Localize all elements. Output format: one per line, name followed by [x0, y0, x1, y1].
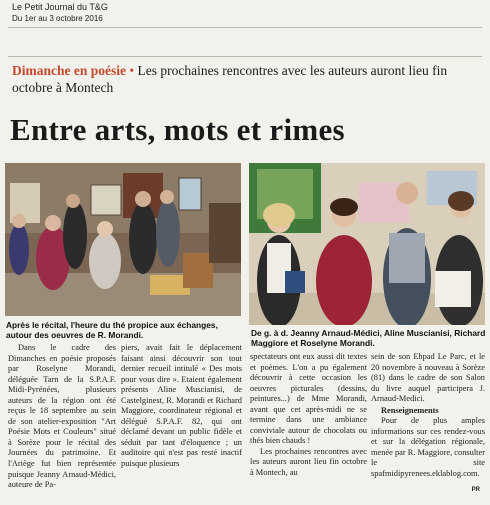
- body-column-4: [371, 352, 485, 480]
- photo-tea-gathering: [5, 163, 241, 316]
- credit-initials: PR: [471, 487, 480, 493]
- body-column-3-part-b: Les prochaines rencontres avec les auteurs auront lieu fin octobre à Montech, au: [250, 446, 367, 478]
- body-column-4-part-b: Pour de plus amples informations sur ces rendez-vous et sur la délégation régionale, menée par R. Maggiore, consulter le site spafmidipyrenees.eklablog.com.: [371, 416, 485, 479]
- photo-caption-left: Après le récital, l'heure du thé propice aux échanges, autour des oeuvres de R. Morandi.: [6, 320, 218, 340]
- section-divider: [8, 56, 482, 57]
- article-headline: Entre arts, mots et rimes: [10, 112, 345, 147]
- article-kicker: [12, 62, 482, 96]
- body-column-3-part-a: spectateurs ont eux aussi dit textes et poèmes. L'on a pu également découvrir à cette occasion les oeuvres picturales (dessins, peintures...) de Mme Morandi, avant que cet après-midi ne se termine dans une ambiance conviviale autour de chocolats ou thés bien chauds !: [250, 352, 367, 446]
- masthead: [12, 2, 108, 24]
- body-column-4-part-a: sein de son Ehpad Le Parc, et le 20 novembre à nouveau à Sorèze (81) dans le cadre de son Salon du livre auquel participera J. Arnaud-Medici.: [371, 352, 485, 404]
- kicker-separator: •: [129, 63, 135, 78]
- body-column-2: piers, avait fait le déplacement faisant ainsi découvrir son tout dernier recueil intitulé « Des mots pour vous dire ». Etaient également présents Aline Muscianisi, de Castelginest, R. Morandi et Richard Maggiore, coordinateur régional et délégué S.P.A.F. 82, qui ont déclamé devant un public fidèle et séduit par tant d'éloquence ; un auditoire qui n'est pas resté inactif puisque plusieurs: [121, 343, 242, 469]
- publication-dates: Du 1er au 3 octobre 2016: [12, 14, 103, 23]
- photo-group-portrait: [249, 163, 485, 325]
- body-column-3: [250, 352, 367, 479]
- masthead-divider: [8, 27, 482, 28]
- lead-text: Les prochaines rencontres avec les auteurs auront lieu fin octobre à Montech: [12, 63, 448, 95]
- publication-name: Le Petit Journal du T&G: [12, 2, 108, 12]
- body-column-1: Dans le cadre des Dimanches en poésie proposés par Roselyne Morandi, déléguée Tarn de la S.P.A.F. Midi-Pyrénées, plusieurs auteurs de la région ont été reçus le 18 septembre au sein de son atelier-exposition "Art Poésie Mots et Couleurs" situé à Sorèze pour le récital des Journées du patrimoine. Et l'Ariège fut bien représentée puisque Jeanny Arnaud-Médici, auteure de Pa-: [8, 343, 116, 490]
- photo-caption-right: De g. à d. Jeanny Arnaud-Médici, Aline Muscianisi, Richard Maggiore et Roselyne Morandi.: [251, 328, 486, 348]
- info-heading: Renseignements: [381, 405, 439, 415]
- category-label: Dimanche en poésie: [12, 63, 126, 78]
